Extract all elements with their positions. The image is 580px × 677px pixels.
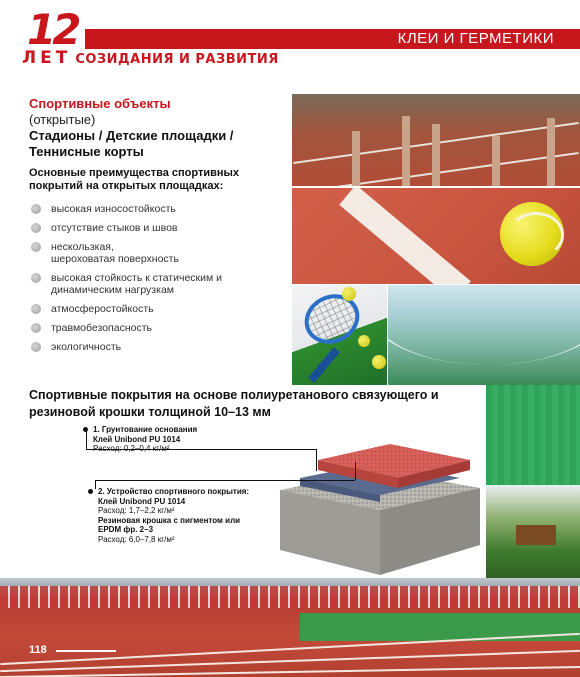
photo-green-surface xyxy=(486,385,580,485)
category-heading: Спортивные объекты xyxy=(29,96,171,111)
advantages-heading: Основные преимущества спортивных покрытий на открытых площадках: xyxy=(29,167,240,192)
bullet-icon xyxy=(31,323,41,333)
photo-indoor-stadium xyxy=(388,285,580,385)
page-number-rule xyxy=(56,650,116,652)
bullet-icon xyxy=(31,242,41,252)
list-item: высокая износостойкость xyxy=(29,203,284,215)
system-heading: Спортивные покрытия на основе полиуретанового связующего и резиновой крошки толщиной 10–13 мм xyxy=(29,388,439,419)
list-item: атмосферостойкость xyxy=(29,303,284,315)
advantages-list xyxy=(29,203,284,360)
list-item: высокая стойкость к статическим и динамическим нагрузкам xyxy=(29,272,249,296)
tennis-ball-icon xyxy=(500,202,564,266)
bullet-icon xyxy=(31,273,41,283)
photo-playground xyxy=(486,485,580,580)
leader-line-2v xyxy=(355,462,356,480)
leader-line-2h xyxy=(95,480,355,481)
bullet-icon xyxy=(31,342,41,352)
facility-types: Стадионы / Детские площадки / Теннисные корты xyxy=(29,128,234,159)
bullet-icon xyxy=(31,204,41,214)
anniversary-logo-number: 12 xyxy=(27,5,78,54)
photo-tennis-racket xyxy=(292,285,387,385)
leader-line-2 xyxy=(95,480,96,489)
photo-runners-on-track xyxy=(292,94,580,186)
layer-callout-coating: 2. Устройство спортивного покрытия: Клей Unibond PU 1014 Расход: 1,7–2,2 кг/м² Резиновая крошка с пигментом или EPDM фр. 2–3 Расход: 6,0–7,8 кг/м² xyxy=(98,487,258,544)
leader-line-1h xyxy=(86,449,316,450)
page-header xyxy=(0,0,580,90)
anniversary-logo-text: ЛЕТ СОЗИДАНИЯ И РАЗВИТИЯ xyxy=(22,48,279,68)
list-item: травмобезопасность xyxy=(29,322,284,334)
category-qualifier: (открытые) xyxy=(29,112,96,127)
photo-tennis-ball xyxy=(292,188,580,284)
bullet-icon xyxy=(31,304,41,314)
list-item: отсутствие стыков и швов xyxy=(29,222,284,234)
page-number: 118 xyxy=(29,644,47,656)
layer-cross-section-diagram xyxy=(270,430,485,575)
bullet-icon xyxy=(31,223,41,233)
section-title: КЛЕИ И ГЕРМЕТИКИ xyxy=(397,30,554,47)
list-item: экологичность xyxy=(29,341,284,353)
layer-callout-primer: 1. Грунтование основания Клей Unibond PU 1014 xyxy=(93,425,243,454)
leader-line-1 xyxy=(86,429,87,449)
photo-stadium-track xyxy=(0,578,580,677)
leader-line-1v xyxy=(316,449,317,471)
list-item: нескользкая, шероховатая поверхность xyxy=(29,241,179,265)
